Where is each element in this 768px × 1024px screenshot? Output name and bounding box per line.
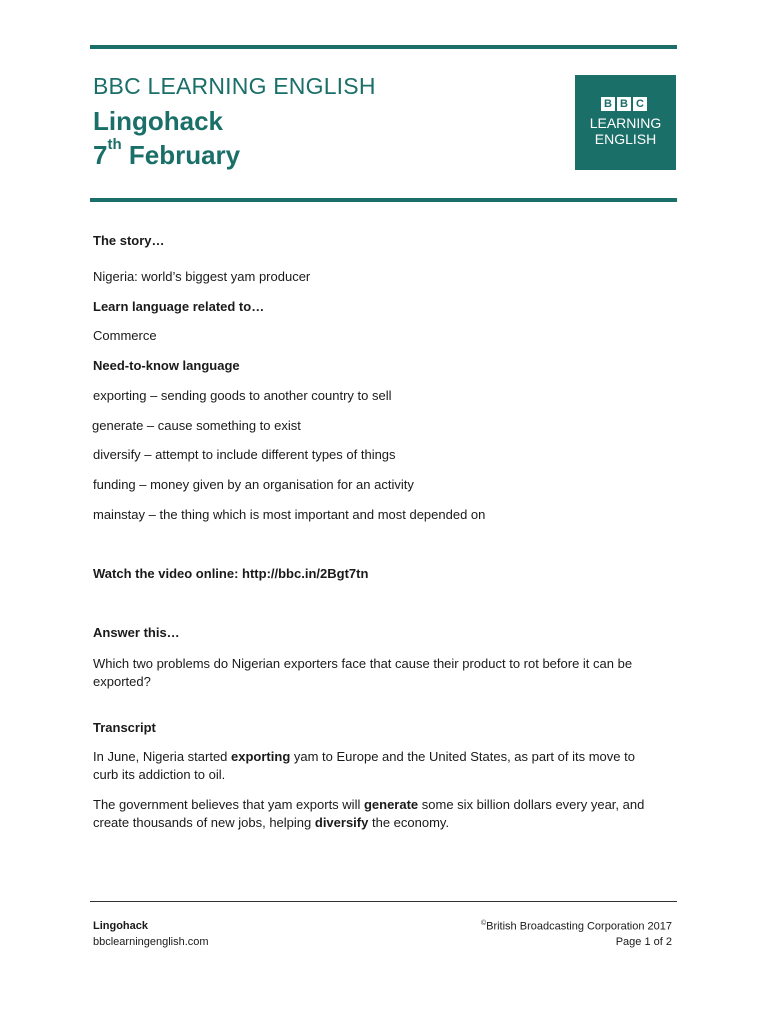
vocab-item: mainstay – the thing which is most important and most depended on [93,507,486,522]
copyright-icon: © [480,920,487,927]
bbc-block-b2: B [617,97,631,111]
vocab-item: generate – cause something to exist [92,418,301,433]
answer-heading: Answer this… [93,625,180,640]
footer-rule [90,901,677,902]
answer-question: Which two problems do Nigerian exporters face that cause their product to rot before it can be exported? [93,656,633,689]
footer-page-number: Page 1 of 2 [615,936,672,948]
transcript-paragraph-2: The government believes that yam exports will generate some six billion dollars every year, and create thousands of new jobs, helping diversify the economy. [93,797,645,830]
logo-line-1: LEARNING [589,115,662,131]
bbc-block-c: C [633,97,647,111]
learn-text: Commerce [93,328,157,343]
footer-title: Lingohack [93,920,149,932]
bbc-block-b1: B [601,97,615,111]
learn-heading: Learn language related to… [93,299,265,314]
vocab-item: funding – money given by an organisation for an activity [93,477,414,492]
story-heading: The story… [93,233,165,248]
story-text: Nigeria: world’s biggest yam producer [93,269,311,284]
logo-line-2: ENGLISH [594,131,657,147]
video-link[interactable]: Watch the video online: http://bbc.in/2Bgt7tn [93,566,369,581]
date-suffix: th [107,136,122,153]
page-title: Lingohack [93,106,224,136]
header-org-name: BBC LEARNING ENGLISH [93,73,376,99]
footer-url[interactable]: bbclearningenglish.com [93,936,209,948]
logo-text [575,115,676,147]
date-day: 7 [93,140,108,170]
vocab-item: exporting – sending goods to another country to sell [93,388,392,403]
date-month: February [128,140,241,170]
vocab-item: diversify – attempt to include different types of things [93,447,396,462]
transcript-heading: Transcript [93,720,156,735]
bbc-learning-english-logo [575,75,676,170]
bbc-blocks [601,97,647,111]
header-bottom-rule [90,198,677,202]
page-date [93,136,241,171]
header-top-rule [90,45,677,49]
footer-copyright: ©British Broadcasting Corporation 2017 [480,920,672,933]
need-heading: Need-to-know language [93,358,240,373]
transcript-paragraph-1: In June, Nigeria started exporting yam to Europe and the United States, as part of its move to curb its addiction to oil. [93,749,635,782]
